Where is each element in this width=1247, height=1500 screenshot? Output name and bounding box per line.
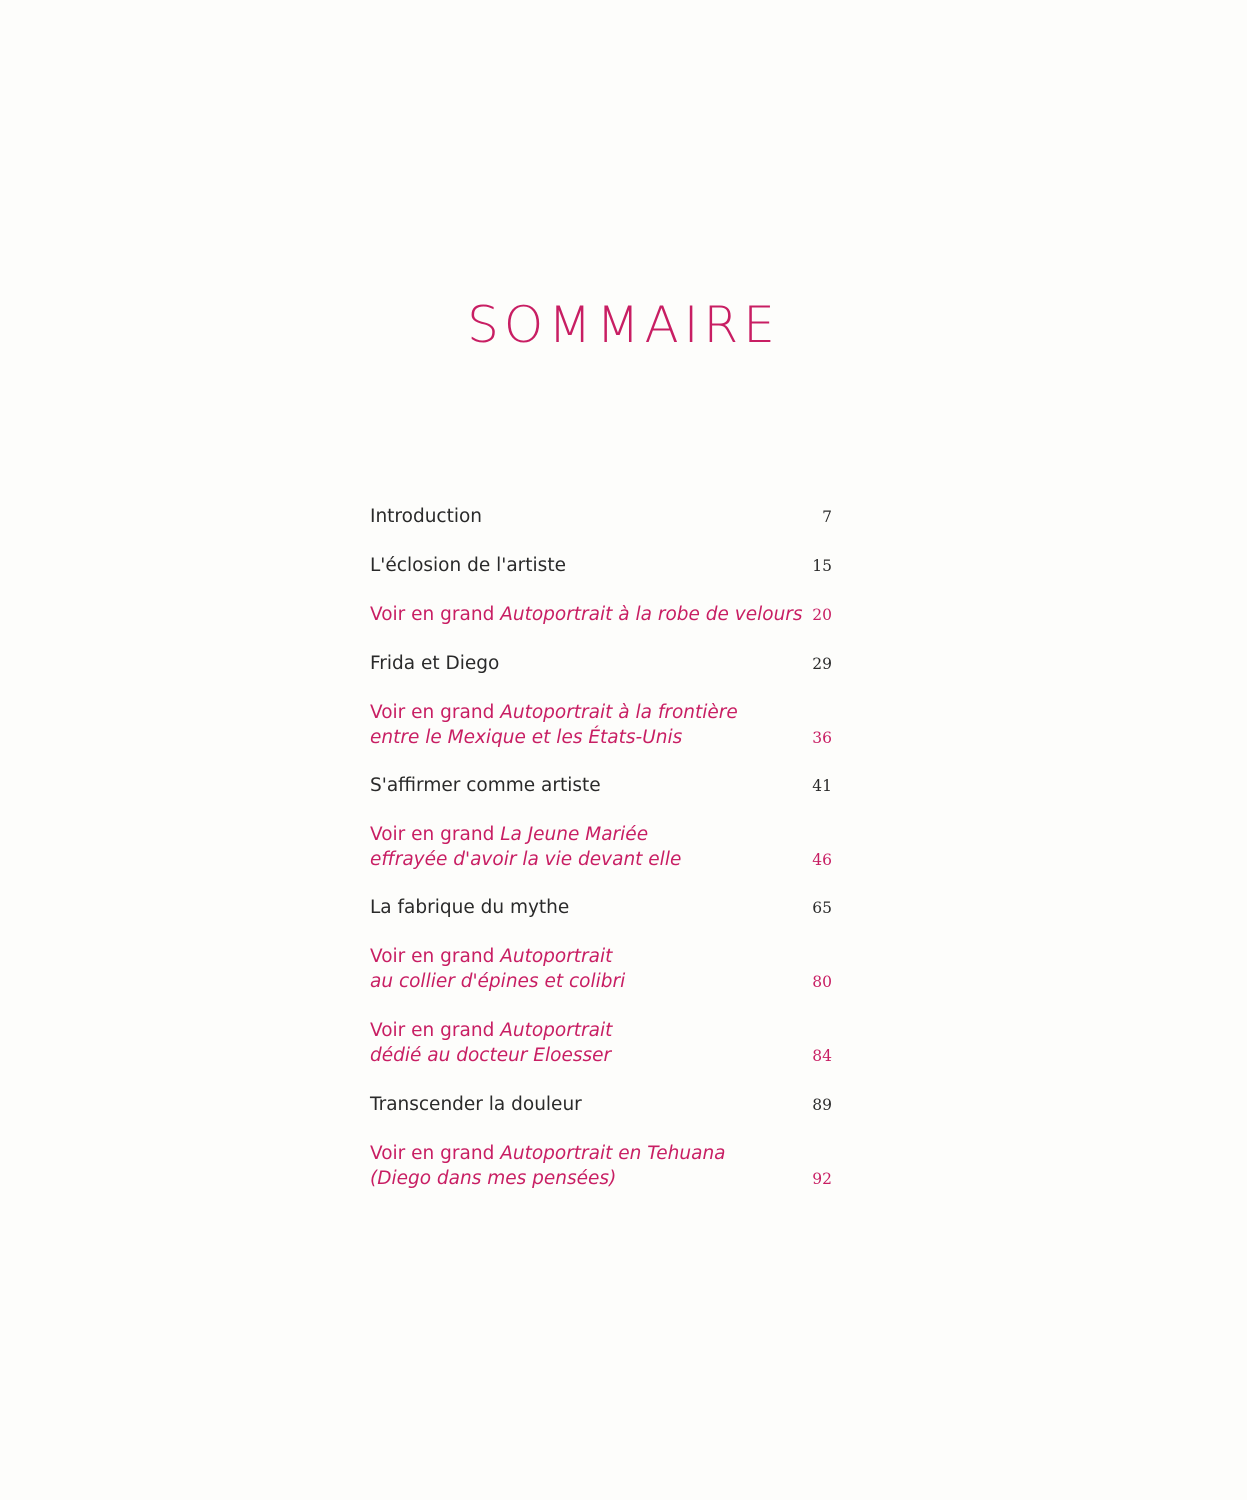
toc-entry-line [370, 945, 795, 970]
page-title: SOMMAIRE [467, 296, 780, 354]
toc-entry-line [370, 774, 795, 799]
toc-entry-line [370, 1019, 795, 1044]
artwork-title: Autoportrait en Tehuana [500, 1143, 726, 1164]
toc-page-number: 65 [812, 899, 832, 917]
toc-page-number: 41 [812, 777, 832, 795]
toc-entry-lead: Voir en grand [370, 1020, 501, 1041]
toc-entry [370, 1142, 832, 1191]
toc-entry-lead: L'éclosion de l'artiste [370, 555, 566, 576]
toc-entry [370, 823, 832, 872]
toc-entry-line [370, 652, 795, 677]
toc-entry-lead: S'affirmer comme artiste [370, 775, 601, 796]
toc-entry-lead: Voir en grand [370, 824, 501, 845]
toc-entry-lead: Voir en grand [370, 604, 501, 625]
toc-entry-title [370, 896, 795, 921]
toc-entry-title [370, 603, 803, 628]
artwork-title: Autoportrait à la robe de velours [500, 604, 803, 625]
toc-entry-title [370, 701, 795, 750]
toc-entry-lead: Frida et Diego [370, 653, 500, 674]
toc-page-number: 46 [812, 850, 832, 869]
toc-page-number: 84 [812, 1046, 832, 1065]
toc-entry [370, 554, 832, 579]
toc-entry-line [370, 1093, 795, 1118]
toc-entry-title [370, 1019, 795, 1068]
toc-entry-title [370, 554, 795, 579]
toc-entry [370, 652, 832, 677]
toc-page-number: 80 [812, 972, 832, 991]
toc-entry-title [370, 1142, 795, 1191]
toc-entry-lead: Voir en grand [370, 946, 501, 967]
toc-page-number: 29 [812, 655, 832, 673]
toc-entry-lead: Voir en grand [370, 1143, 501, 1164]
toc-entry [370, 603, 832, 628]
toc-entry-lead: Voir en grand [370, 702, 501, 723]
artwork-title-continued: effrayée d'avoir la vie devant elle [370, 848, 682, 870]
toc-page-number: 92 [812, 1169, 832, 1188]
toc-page-number: 7 [822, 508, 832, 526]
toc-entry-lead: Introduction [370, 506, 483, 527]
toc-entry [370, 1093, 832, 1118]
artwork-title-continued: dédié au docteur Eloesser [370, 1044, 612, 1066]
toc-entry-line [370, 554, 795, 579]
artwork-title-continued: (Diego dans mes pensées) [370, 1167, 617, 1189]
toc-entry [370, 701, 832, 750]
toc-entry-title [370, 945, 795, 994]
artwork-title: La Jeune Mariée [500, 824, 649, 845]
toc-entry-line [370, 896, 795, 921]
toc-entry-title [370, 1093, 795, 1118]
toc-entry-line [370, 1142, 795, 1167]
toc-entry [370, 505, 832, 530]
toc-entry-title [370, 652, 795, 677]
toc-entry [370, 896, 832, 921]
toc-page-number: 15 [812, 557, 832, 575]
toc-page-number: 20 [812, 606, 832, 624]
toc-entry [370, 1019, 832, 1068]
toc-page-number: 89 [812, 1096, 832, 1114]
toc-entry [370, 774, 832, 799]
artwork-title-continued: entre le Mexique et les États-Unis [370, 726, 683, 748]
toc-entry-line [370, 823, 795, 848]
toc-entry-lead: La fabrique du mythe [370, 897, 570, 918]
toc-entry [370, 945, 832, 994]
artwork-title: Autoportrait à la frontière [500, 702, 738, 723]
toc-entry-title [370, 823, 795, 872]
toc-page-number: 36 [812, 728, 832, 747]
toc-entry-line [370, 603, 803, 628]
artwork-title: Autoportrait [500, 1020, 613, 1041]
toc-entry-line [370, 701, 795, 726]
artwork-title-continued: au collier d'épines et colibri [370, 970, 626, 992]
toc-entry-title [370, 774, 795, 799]
toc-entry-title [370, 505, 795, 530]
toc-entry-lead: Transcender la douleur [370, 1094, 582, 1115]
artwork-title: Autoportrait [500, 946, 613, 967]
toc-entry-line [370, 505, 795, 530]
